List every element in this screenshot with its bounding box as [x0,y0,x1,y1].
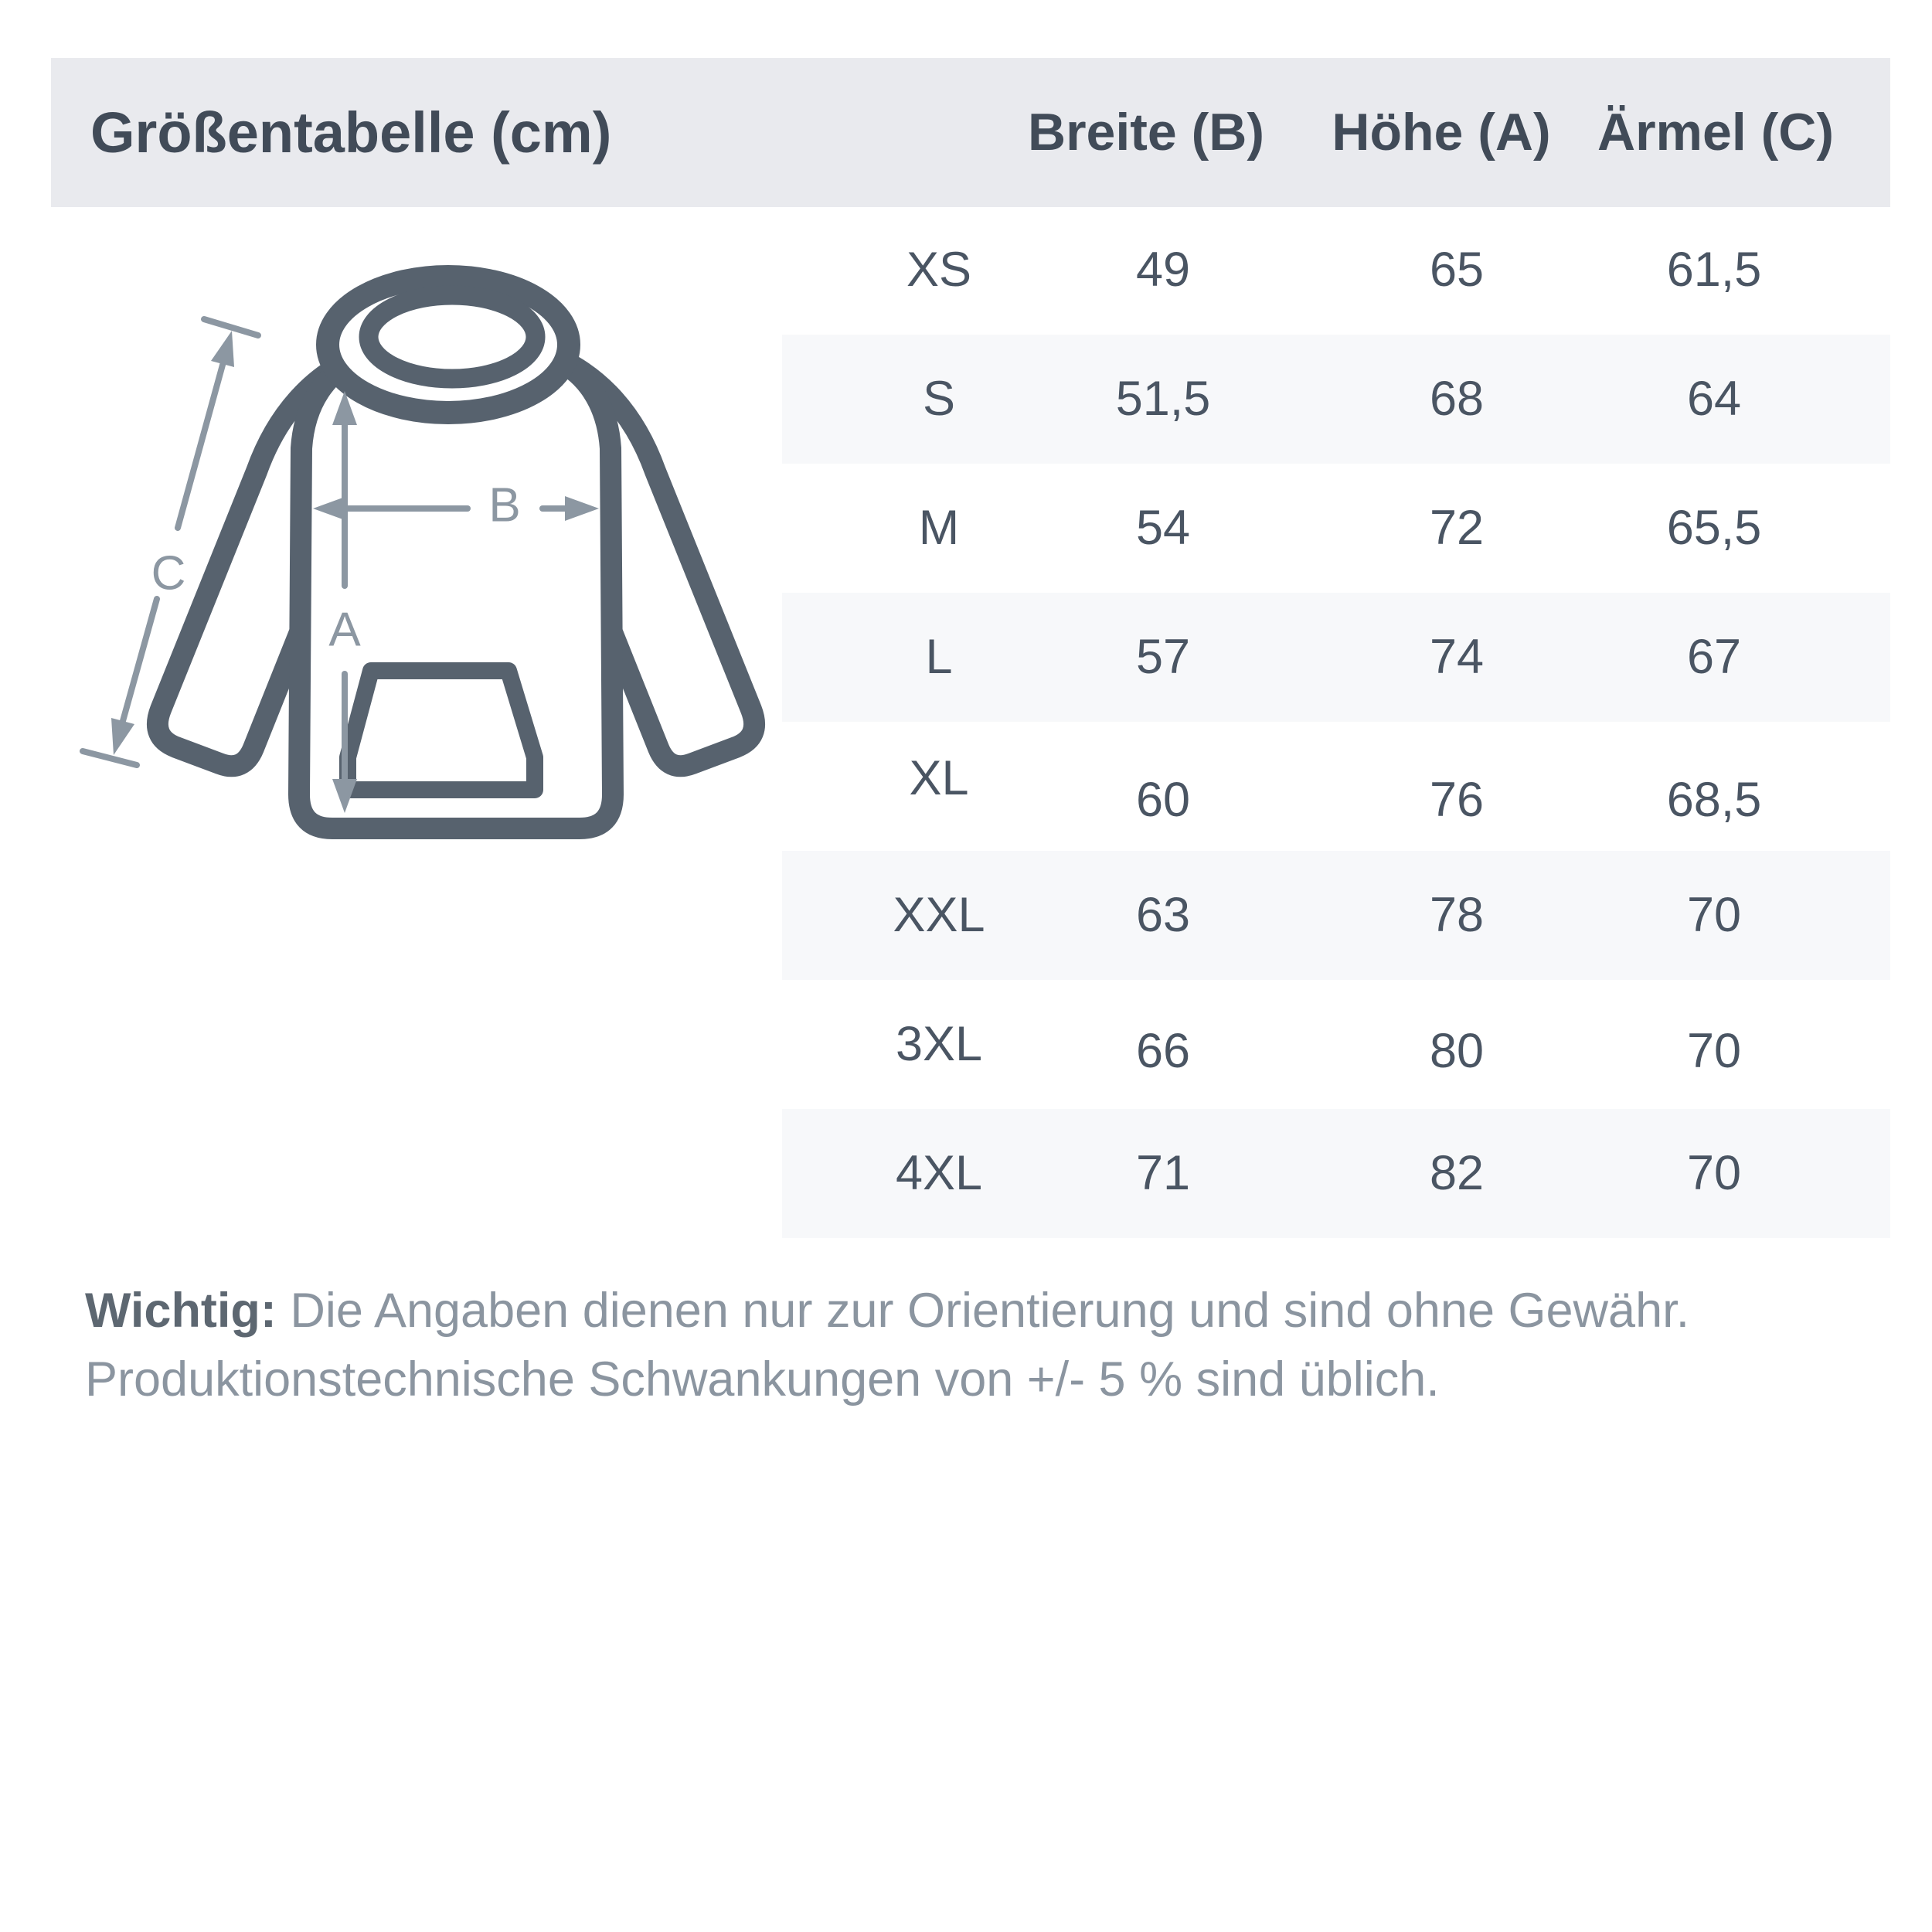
size-label: 3XL [895,1017,983,1071]
size-value-hoehe: 78 [1429,888,1485,942]
table-row [782,593,1890,722]
table-row [782,980,1890,1109]
arrow-c-shaft-top [178,359,224,528]
size-value-aermel: 64 [1686,372,1742,426]
table-row [782,722,1890,851]
hoodie-measurement-diagram [46,216,819,873]
table-row [782,206,1890,335]
size-value-aermel: 61,5 [1666,243,1762,297]
size-value-breite: 71 [1135,1146,1191,1200]
table-row [782,335,1890,464]
size-value-hoehe: 82 [1429,1146,1485,1200]
disclaimer-text: Die Angaben dienen nur zur Orientierung und sind ohne Gewähr. Produktionstechnische Schwankungen von +/- 5 % sind üblich. [85,1284,1690,1406]
column-header-aermel: Ärmel (C) [1597,103,1835,162]
arrow-c-head-up [211,331,234,367]
size-value-breite: 63 [1135,888,1191,942]
size-value-aermel: 70 [1686,1146,1742,1200]
size-chart-header [51,58,1890,207]
page-title: Größentabelle (cm) [90,100,612,165]
size-value-hoehe: 74 [1429,630,1485,684]
size-value-hoehe: 68 [1429,372,1485,426]
size-value-aermel: 68,5 [1666,773,1762,827]
size-value-hoehe: 72 [1429,501,1485,555]
label-b: B [488,478,521,532]
size-value-breite: 60 [1135,773,1191,827]
arrow-c-tick-bottom [83,751,137,765]
size-value-hoehe: 80 [1429,1024,1485,1078]
size-label: XL [909,751,969,805]
column-header-breite: Breite (B) [1027,103,1265,162]
size-table [782,206,1890,1238]
disclaimer-note [85,1277,1855,1414]
size-value-breite: 51,5 [1115,372,1211,426]
table-row [782,851,1890,980]
size-value-breite: 66 [1135,1024,1191,1078]
arrow-c-head-down [111,718,134,755]
hoodie-pocket [348,671,535,790]
label-c: C [151,546,186,600]
size-value-hoehe: 76 [1429,773,1485,827]
size-value-aermel: 70 [1686,1024,1742,1078]
size-value-hoehe: 65 [1429,243,1485,297]
size-value-breite: 49 [1135,243,1191,297]
size-value-breite: 54 [1135,501,1191,555]
size-value-aermel: 67 [1686,630,1742,684]
size-label: S [922,372,956,426]
size-label: XS [906,243,972,297]
size-label: 4XL [895,1146,983,1200]
table-row [782,464,1890,593]
size-value-aermel: 65,5 [1666,501,1762,555]
size-label: M [918,501,960,555]
size-label: L [925,630,953,684]
table-row [782,1109,1890,1238]
hoodie-hood-opening [369,295,536,379]
size-value-breite: 57 [1135,630,1191,684]
size-label: XXL [893,888,985,942]
column-header-hoehe: Höhe (A) [1332,103,1551,162]
label-a: A [328,603,361,657]
disclaimer-prefix: Wichtig: [85,1284,277,1338]
hoodie-outline [158,277,754,828]
size-value-aermel: 70 [1686,888,1742,942]
